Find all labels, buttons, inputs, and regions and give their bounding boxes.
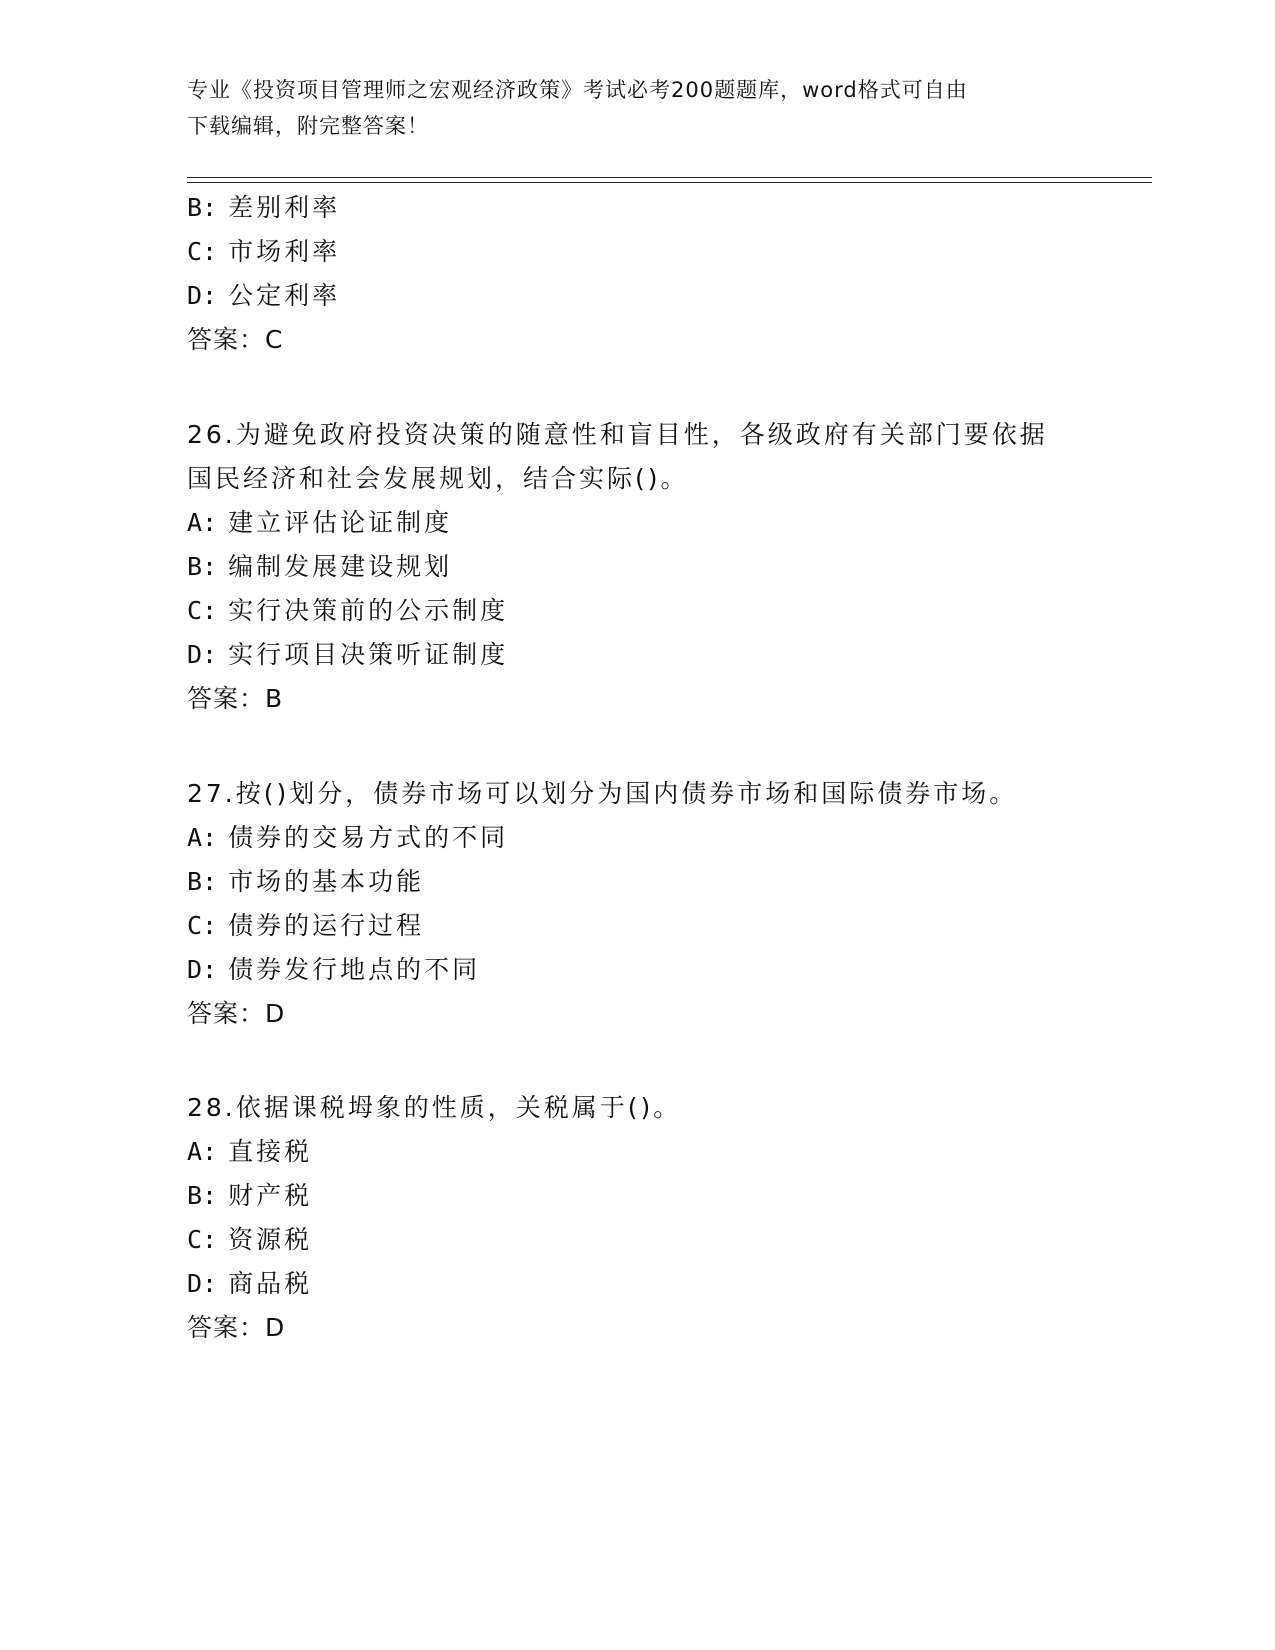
header-divider-bottom	[187, 182, 1152, 183]
document-header	[187, 72, 1087, 144]
q26-option-d: D: 实行项目决策听证制度	[187, 640, 509, 669]
q28-stem-line-1: 28.依据课税坶象的性质，关税属于()。	[187, 1093, 682, 1122]
q28-option-d: D: 商品税	[187, 1269, 313, 1298]
q27-stem-line-1: 27.按()划分，债券市场可以划分为国内债券市场和国际债券市场。	[187, 779, 1018, 808]
q25-option-b: B: 差别利率	[187, 193, 341, 222]
q26-stem-line-1: 26.为避免政府投资决策的随意性和盲目性，各级政府有关部门要依据	[187, 420, 1048, 449]
q25-answer: 答案：C	[187, 325, 284, 354]
header-line-1: 专业《投资项目管理师之宏观经济政策》考试必考200题题库，word格式可自由	[187, 78, 968, 102]
q25-option-d: D: 公定利率	[187, 281, 341, 310]
q26-option-c: C: 实行决策前的公示制度	[187, 596, 509, 625]
q26-answer: 答案：B	[187, 684, 284, 713]
header-line-2: 下载编辑，附完整答案！	[187, 114, 429, 138]
q27-option-b: B: 市场的基本功能	[187, 867, 425, 896]
header-divider-top	[187, 177, 1152, 178]
q27-option-a: A: 债券的交易方式的不同	[187, 823, 509, 852]
q27-option-c: C: 债券的运行过程	[187, 911, 425, 940]
q26-stem-line-2: 国民经济和社会发展规划，结合实际()。	[187, 464, 689, 493]
q28-answer: 答案：D	[187, 1313, 286, 1342]
q28-option-a: A: 直接税	[187, 1137, 313, 1166]
q25-option-c: C: 市场利率	[187, 237, 341, 266]
q27-answer: 答案：D	[187, 999, 286, 1028]
q26-option-b: B: 编制发展建设规划	[187, 552, 453, 581]
q27-option-d: D: 债券发行地点的不同	[187, 955, 481, 984]
q26-option-a: A: 建立评估论证制度	[187, 508, 453, 537]
q28-option-b: B: 财产税	[187, 1181, 313, 1210]
q28-option-c: C: 资源税	[187, 1225, 313, 1254]
